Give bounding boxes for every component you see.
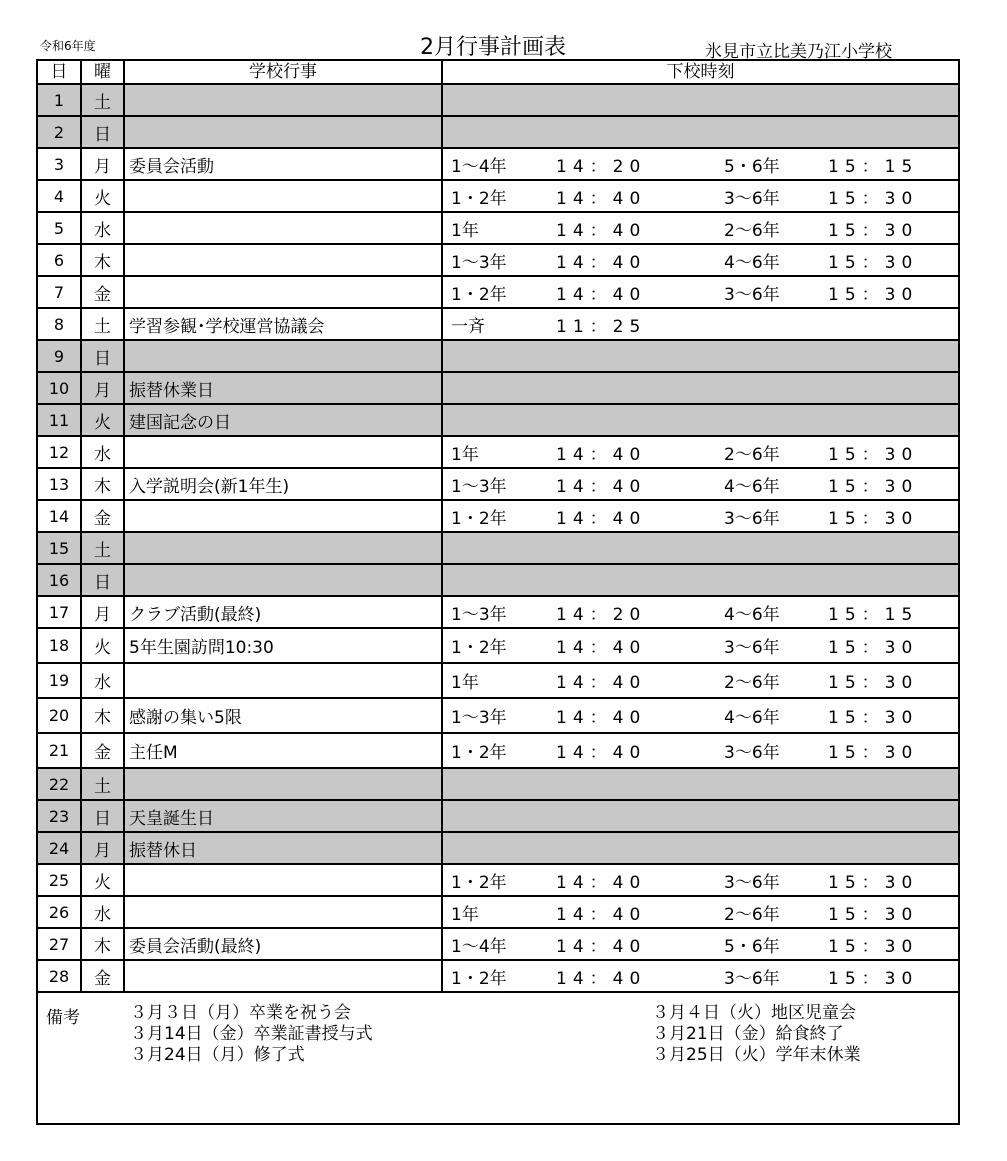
weekday-cell: 木 [81,698,124,733]
event-cell: 建国記念の日 [124,404,442,436]
weekday-cell: 水 [81,896,124,928]
event-cell [124,116,442,148]
grade-group-2: 4～6年 [724,476,780,497]
grade-group-1: 1・2年 [451,188,507,209]
day-cell: 5 [37,212,81,244]
dismissal-time-2: 15：30 [828,673,919,693]
event-cell: 5年生園訪問10:30 [124,628,442,663]
dismissal-cell [442,800,959,832]
day-cell: 22 [37,768,81,800]
notes-label: 備考 [46,1008,80,1028]
grade-group-1: 1年 [451,673,479,693]
note-item: ３月４日（火）地区児童会 [652,1003,856,1023]
dismissal-cell [442,928,959,960]
day-cell: 13 [37,468,81,500]
grade-group-1: 1・2年 [451,968,507,989]
day-cell: 7 [37,276,81,308]
dismissal-cell [442,500,959,532]
dismissal-cell [442,372,959,404]
grade-group-1: 一斉 [451,316,485,337]
grade-group-2: 4～6年 [724,708,780,728]
note-item: ３月３日（月）卒業を祝う会 [130,1003,351,1023]
header-school-events: 学校行事 [124,60,442,84]
weekday-cell: 月 [81,832,124,864]
header-weekday: 曜 [81,60,124,84]
dismissal-time-2: 15：30 [828,968,919,989]
event-cell: クラブ活動(最終) [124,596,442,628]
table-row [37,768,959,800]
weekday-cell: 木 [81,928,124,960]
grade-group-2: 3～6年 [724,284,780,305]
weekday-cell: 火 [81,180,124,212]
event-cell [124,564,442,596]
dismissal-time-2: 15：15 [828,604,919,625]
grade-group-2: 3～6年 [724,638,780,658]
grade-group-2: 3～6年 [724,188,780,209]
grade-group-1: 1～3年 [451,476,507,497]
weekday-cell: 日 [81,116,124,148]
grade-group-2: 2～6年 [724,220,780,241]
day-cell: 10 [37,372,81,404]
dismissal-time-1: 14：40 [556,936,647,957]
table-row [37,404,959,436]
weekday-cell: 木 [81,468,124,500]
dismissal-time-1: 14：40 [556,188,647,209]
dismissal-time-2: 15：30 [828,220,919,241]
dismissal-time-2: 15：30 [828,936,919,957]
grade-group-1: 1・2年 [451,638,507,658]
day-cell: 14 [37,500,81,532]
dismissal-time-1: 14：40 [556,904,647,925]
dismissal-cell [442,733,959,768]
grade-group-1: 1～3年 [451,604,507,625]
day-cell: 3 [37,148,81,180]
table-header-row [37,60,959,84]
event-cell: 委員会活動(最終) [124,928,442,960]
dismissal-time-1: 14：40 [556,476,647,497]
dismissal-time-1: 14：40 [556,708,647,728]
dismissal-cell [442,244,959,276]
table-row [37,896,959,928]
note-item: ３月21日（金）給食終了 [652,1024,844,1044]
day-cell: 15 [37,532,81,564]
event-cell [124,896,442,928]
day-cell: 17 [37,596,81,628]
dismissal-time-2: 15：30 [828,708,919,728]
event-cell: 振替休日 [124,832,442,864]
dismissal-cell [442,148,959,180]
table-row [37,832,959,864]
page-title: 2月行事計画表 [420,35,566,60]
dismissal-time-1: 14：40 [556,638,647,658]
weekday-cell: 土 [81,84,124,116]
dismissal-time-2: 15：30 [828,476,919,497]
table-row [37,698,959,733]
dismissal-time-2: 15：30 [828,743,919,763]
table-row [37,663,959,698]
weekday-cell: 金 [81,500,124,532]
table-row [37,500,959,532]
dismissal-time-1: 11：25 [556,316,647,337]
table-row [37,340,959,372]
grade-group-2: 2～6年 [724,673,780,693]
table-row [37,212,959,244]
table-row [37,596,959,628]
dismissal-time-2: 15：15 [828,156,919,177]
grade-group-1: 1年 [451,904,479,925]
grade-group-1: 1年 [451,444,479,465]
dismissal-cell [442,698,959,733]
table-row [37,436,959,468]
day-cell: 25 [37,864,81,896]
dismissal-cell [442,564,959,596]
table-row [37,180,959,212]
dismissal-time-2: 15：30 [828,508,919,529]
grade-group-2: 2～6年 [724,444,780,465]
fiscal-year-label: 令和6年度 [40,39,96,53]
event-cell [124,340,442,372]
event-cell [124,436,442,468]
dismissal-cell [442,832,959,864]
dismissal-time-2: 15：30 [828,638,919,658]
grade-group-1: 1～3年 [451,252,507,273]
dismissal-cell [442,864,959,896]
grade-group-2: 5・6年 [724,936,780,957]
dismissal-time-1: 14：40 [556,673,647,693]
day-cell: 24 [37,832,81,864]
grade-group-2: 3～6年 [724,508,780,529]
table-row [37,276,959,308]
dismissal-time-2: 15：30 [828,188,919,209]
table-row [37,960,959,992]
day-cell: 26 [37,896,81,928]
table-row [37,864,959,896]
notes-cell [37,992,959,1124]
dismissal-time-1: 14：40 [556,968,647,989]
grade-group-1: 1・2年 [451,872,507,893]
weekday-cell: 火 [81,404,124,436]
table-row [37,244,959,276]
weekday-cell: 日 [81,564,124,596]
table-row [37,564,959,596]
day-cell: 27 [37,928,81,960]
event-cell [124,500,442,532]
weekday-cell: 月 [81,372,124,404]
table-row [37,116,959,148]
event-cell [124,180,442,212]
event-cell [124,663,442,698]
table-row [37,928,959,960]
weekday-cell: 日 [81,800,124,832]
day-cell: 4 [37,180,81,212]
weekday-cell: 金 [81,960,124,992]
dismissal-cell [442,212,959,244]
schedule-body [37,84,959,992]
weekday-cell: 金 [81,276,124,308]
event-cell [124,864,442,896]
grade-group-2: 5・6年 [724,156,780,177]
event-cell [124,84,442,116]
event-cell [124,276,442,308]
day-cell: 23 [37,800,81,832]
day-cell: 6 [37,244,81,276]
weekday-cell: 土 [81,532,124,564]
dismissal-cell [442,532,959,564]
event-cell [124,768,442,800]
weekday-cell: 水 [81,436,124,468]
dismissal-cell [442,768,959,800]
event-cell: 入学説明会(新1年生) [124,468,442,500]
dismissal-cell [442,340,959,372]
note-item: ３月25日（火）学年末休業 [652,1045,861,1065]
schedule-table [36,59,960,1125]
table-row [37,84,959,116]
grade-group-2: 3～6年 [724,872,780,893]
dismissal-time-2: 15：30 [828,872,919,893]
dismissal-cell [442,276,959,308]
event-cell: 天皇誕生日 [124,800,442,832]
grade-group-1: 1・2年 [451,508,507,529]
dismissal-cell [442,596,959,628]
dismissal-time-1: 14：40 [556,444,647,465]
weekday-cell: 木 [81,244,124,276]
dismissal-cell [442,84,959,116]
day-cell: 21 [37,733,81,768]
header-dismissal-time: 下校時刻 [442,60,959,84]
weekday-cell: 日 [81,340,124,372]
grade-group-1: 1～4年 [451,156,507,177]
dismissal-time-1: 14：20 [556,156,647,177]
weekday-cell: 金 [81,733,124,768]
dismissal-cell [442,468,959,500]
dismissal-time-1: 14：40 [556,508,647,529]
school-name: 氷見市立比美乃江小学校 [705,42,892,62]
event-cell [124,212,442,244]
dismissal-time-2: 15：30 [828,444,919,465]
dismissal-cell [442,436,959,468]
day-cell: 2 [37,116,81,148]
weekday-cell: 月 [81,596,124,628]
dismissal-cell [442,180,959,212]
table-row [37,148,959,180]
table-row [37,733,959,768]
grade-group-2: 2～6年 [724,904,780,925]
day-cell: 12 [37,436,81,468]
notes-right-column [652,1003,861,1066]
dismissal-time-1: 14：40 [556,872,647,893]
day-cell: 28 [37,960,81,992]
event-cell: 学習参観･学校運営協議会 [124,308,442,340]
event-cell [124,532,442,564]
event-cell: 感謝の集い5限 [124,698,442,733]
dismissal-time-1: 14：20 [556,604,647,625]
day-cell: 20 [37,698,81,733]
weekday-cell: 水 [81,663,124,698]
header-day: 日 [37,60,81,84]
dismissal-time-1: 14：40 [556,284,647,305]
grade-group-2: 4～6年 [724,604,780,625]
day-cell: 16 [37,564,81,596]
dismissal-cell [442,116,959,148]
table-row [37,800,959,832]
day-cell: 9 [37,340,81,372]
weekday-cell: 火 [81,628,124,663]
dismissal-time-1: 14：40 [556,252,647,273]
dismissal-cell [442,663,959,698]
dismissal-cell [442,628,959,663]
weekday-cell: 月 [81,148,124,180]
grade-group-2: 4～6年 [724,252,780,273]
dismissal-cell [442,896,959,928]
grade-group-1: 1～4年 [451,936,507,957]
notes-row [37,992,959,1124]
grade-group-1: 1～3年 [451,708,507,728]
event-cell [124,244,442,276]
table-row [37,372,959,404]
day-cell: 1 [37,84,81,116]
grade-group-1: 1・2年 [451,284,507,305]
dismissal-cell [442,404,959,436]
table-row [37,628,959,663]
grade-group-1: 1・2年 [451,743,507,763]
note-item: ３月24日（月）修了式 [130,1045,305,1065]
event-cell: 主任M [124,733,442,768]
weekday-cell: 水 [81,212,124,244]
dismissal-time-1: 14：40 [556,220,647,241]
day-cell: 11 [37,404,81,436]
dismissal-time-2: 15：30 [828,284,919,305]
dismissal-cell [442,308,959,340]
notes-left-column [130,1003,373,1066]
dismissal-cell [442,960,959,992]
day-cell: 8 [37,308,81,340]
event-cell: 振替休業日 [124,372,442,404]
event-cell: 委員会活動 [124,148,442,180]
grade-group-2: 3～6年 [724,968,780,989]
grade-group-2: 3～6年 [724,743,780,763]
note-item: ３月14日（金）卒業証書授与式 [130,1024,373,1044]
grade-group-1: 1年 [451,220,479,241]
weekday-cell: 火 [81,864,124,896]
event-cell [124,960,442,992]
day-cell: 18 [37,628,81,663]
dismissal-time-2: 15：30 [828,904,919,925]
dismissal-time-2: 15：30 [828,252,919,273]
table-row [37,532,959,564]
table-row [37,308,959,340]
weekday-cell: 土 [81,308,124,340]
day-cell: 19 [37,663,81,698]
weekday-cell: 土 [81,768,124,800]
dismissal-time-1: 14：40 [556,743,647,763]
table-row [37,468,959,500]
